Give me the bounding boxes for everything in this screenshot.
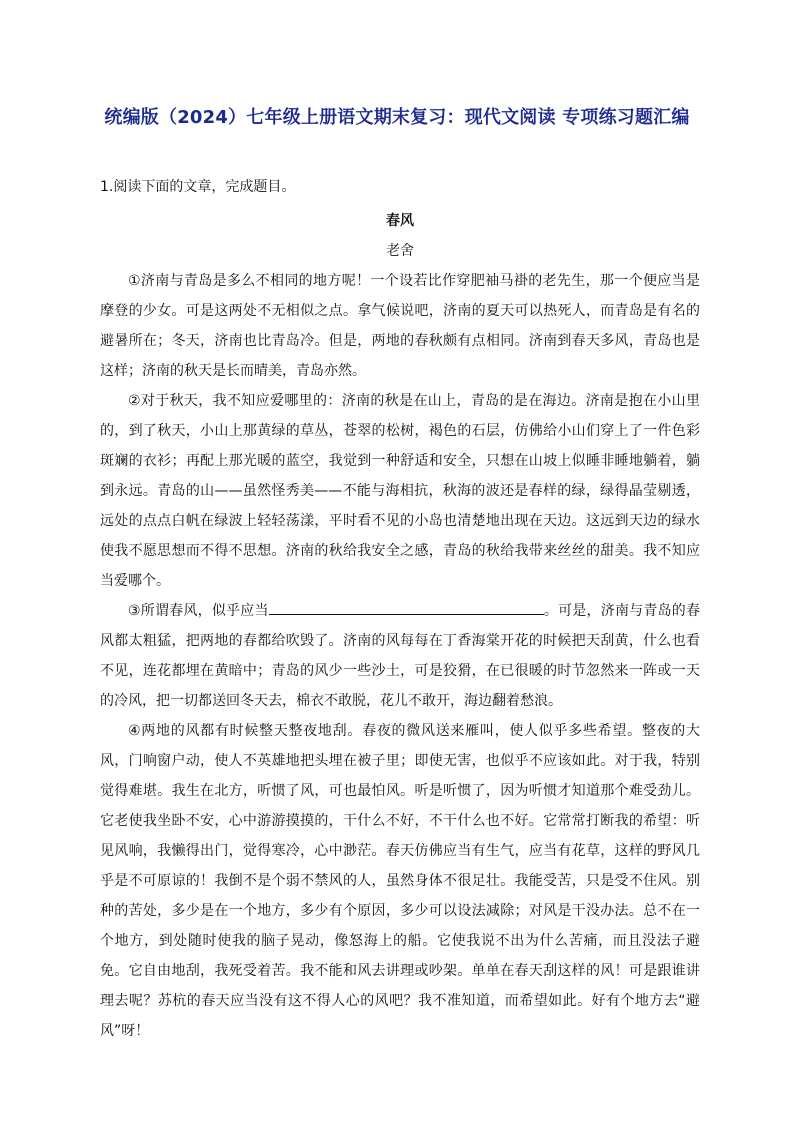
paragraph-3 <box>100 596 700 716</box>
paragraph-3-before-blank: ③所谓春风，似乎应当 <box>128 603 269 619</box>
question-stem: 1.阅读下面的文章，完成题目。 <box>100 179 296 195</box>
question-block <box>100 174 700 1046</box>
paragraph-3-after-blank: 。可是，济南与青岛的春风都太粗猛，把两地的春都给吹毁了。济南的风每每在丁香海棠开花的时候把天刮黄，什么也看不见，连花都埋在黄暗中；青岛的风少一些沙土，可是狡猾，在已很暖的时节忽然来一阵或一天的冷风，把一切都送回冬天去，棉衣不敢脱，花儿不敢开，海边翻着愁浪。 <box>100 603 700 709</box>
fill-in-blank[interactable] <box>269 596 544 615</box>
document-title: 统编版（2024）七年级上册语文期末复习：现代文阅读 专项练习题汇编 <box>104 107 690 128</box>
paragraph-2: ②对于秋天，我不知应爱哪里的：济南的秋是在山上，青岛的是在海边。济南是抱在小山里的，到了秋天，小山上那黄绿的草丛，苍翠的松树，褐色的石层，仿佛给小山们穿上了一件色彩斑斓的衣衫；再配上那光暖的蓝空，我觉到一种舒适和安全，只想在山坡上似睡非睡地躺着，躺到永远。青岛的山——虽然怪秀美——不能与海相抗，秋海的波还是春样的绿，绿得晶莹剔透，远处的点点白帆在绿波上轻轻荡漾，平时看不见的小岛也清楚地出现在天边。这远到天边的绿水使我不愿思想而不得不思想。济南的秋给我安全之感，青岛的秋给我带来丝丝的甜美。我不知应当爱哪个。 <box>100 393 700 589</box>
paragraph-4: ④两地的风都有时候整天整夜地刮。春夜的微风送来雁叫，使人似乎多些希望。整夜的大风，门响窗户动，使人不英雄地把头埋在被子里；即使无害，也似乎不应该如此。对于我，特别觉得难堪。我生在北方，听惯了风，可也最怕风。听是听惯了，因为听惯才知道那个难受劲儿。它老使我坐卧不安，心中游游摸摸的，干什么不好，不干什么也不好。它常常打断我的希望：听见风响，我懒得出门，觉得寒冷，心中渺茫。春天仿佛应当有生气，应当有花草，这样的野风几乎是不可原谅的！我倒不是个弱不禁风的人，虽然身体不很足壮。我能受苦，只是受不住风。别种的苦处，多少是在一个地方，多少有个原因，多少可以设法减除；对风是干没办法。总不在一个地方，到处随时使我的脑子晃动，像怒海上的船。它使我说不出为什么苦痛，而且没法子避免。它自由地刮，我死受着苦。我不能和风去讲理或吵架。单单在春天刮这样的风！可是跟谁讲理去呢？苏杭的春天应当没有这不得人心的风吧？我不准知道，而希望如此。好有个地方去“避风”呀！ <box>100 723 700 1039</box>
article-author: 老舍 <box>386 243 414 259</box>
paragraph-1: ①济南与青岛是多么不相同的地方呢！一个设若比作穿肥袖马褂的老先生，那一个便应当是摩登的少女。可是这两处不无相似之点。拿气候说吧，济南的夏天可以热死人，而青岛是有名的避暑所在；冬天，济南也比青岛冷。但是，两地的春秋颇有点相同。济南到春天多风，青岛也是这样；济南的秋天是长而晴美，青岛亦然。 <box>100 273 700 379</box>
article-title: 春风 <box>386 213 414 229</box>
